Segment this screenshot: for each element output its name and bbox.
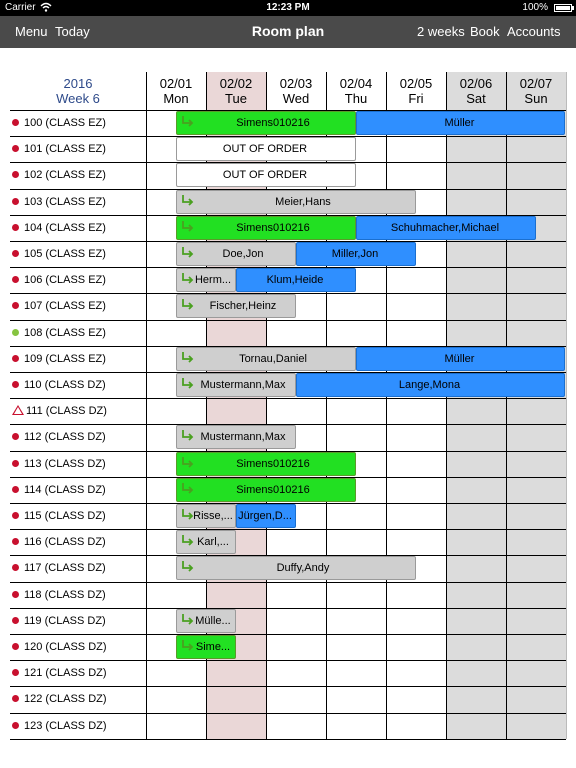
room-status-dot <box>12 198 19 205</box>
room-status-dot <box>12 538 19 545</box>
column-divider <box>566 72 567 739</box>
room-label[interactable] <box>12 555 106 581</box>
booking-guest-name: OUT OF ORDER <box>222 169 308 181</box>
room-label[interactable] <box>12 608 106 634</box>
room-label[interactable] <box>12 189 106 215</box>
booking-bar[interactable] <box>176 163 356 187</box>
room-name: 107 (CLASS EZ) <box>24 300 106 313</box>
room-name: 116 (CLASS DZ) <box>24 536 106 549</box>
room-status-dot <box>12 722 19 729</box>
day-date: 02/06 <box>459 76 493 91</box>
room-name: 121 (CLASS DZ) <box>24 667 107 680</box>
booking-bar[interactable] <box>176 530 236 554</box>
room-label[interactable] <box>12 346 106 372</box>
booking-guest-name: Mülle... <box>195 615 231 627</box>
day-date: 02/01 <box>159 76 193 91</box>
day-header[interactable] <box>446 72 506 110</box>
room-name: 123 (CLASS DZ) <box>24 720 107 733</box>
booking-guest-name: Lange,Mona <box>398 379 461 391</box>
page-title: Room plan <box>251 23 325 39</box>
booking-guest-name: Simens010216 <box>236 458 310 470</box>
room-name: 122 (CLASS DZ) <box>24 693 107 706</box>
room-label[interactable] <box>12 241 106 267</box>
room-status-dot <box>12 329 19 336</box>
booking-guest-name: Miller,Jon <box>331 248 379 260</box>
booking-guest-name: OUT OF ORDER <box>222 143 308 155</box>
booking-guest-name: Müller <box>444 117 475 129</box>
booking-bar[interactable] <box>176 478 356 502</box>
room-label[interactable] <box>12 136 106 162</box>
day-date: 02/03 <box>279 76 313 91</box>
room-name: 118 (CLASS DZ) <box>24 589 106 602</box>
room-status-dot <box>12 355 19 362</box>
day-date: 02/04 <box>339 76 373 91</box>
room-label[interactable] <box>12 398 107 424</box>
booking-guest-name: Meier,Hans <box>275 196 331 208</box>
room-name: 108 (CLASS EZ) <box>24 327 106 340</box>
booking-guest-name: Mustermann,Max <box>200 431 286 443</box>
room-name: 110 (CLASS DZ) <box>24 379 106 392</box>
today-button[interactable]: Today <box>55 24 90 39</box>
column-divider <box>386 72 387 739</box>
room-status-dot <box>12 669 19 676</box>
room-status-dot <box>12 643 19 650</box>
room-name: 112 (CLASS DZ) <box>24 431 106 444</box>
room-name: 115 (CLASS DZ) <box>24 510 106 523</box>
booking-guest-name: Simens010216 <box>236 484 310 496</box>
room-name: 111 (CLASS DZ) <box>26 405 107 418</box>
room-label[interactable] <box>12 686 107 712</box>
room-name: 117 (CLASS DZ) <box>24 562 106 575</box>
week-header[interactable] <box>10 72 146 110</box>
day-weekday: Fri <box>408 91 424 106</box>
booking-guest-name: Klum,Heide <box>266 274 324 286</box>
room-status-dot <box>12 617 19 624</box>
room-label[interactable] <box>12 713 107 739</box>
booking-bar[interactable] <box>176 190 416 214</box>
booking-guest-name: Müller <box>444 353 475 365</box>
room-label[interactable] <box>12 660 107 686</box>
column-divider <box>146 72 147 739</box>
room-status-dot <box>12 171 19 178</box>
room-name: 100 (CLASS EZ) <box>24 117 106 130</box>
room-label[interactable] <box>12 267 106 293</box>
room-status-dot <box>12 433 19 440</box>
room-status-dot <box>12 250 19 257</box>
booking-guest-name: Doe,Jon <box>222 248 264 260</box>
room-name: 119 (CLASS DZ) <box>24 615 106 628</box>
column-divider <box>446 72 447 739</box>
booking-bar[interactable] <box>176 294 296 318</box>
booking-bar[interactable] <box>176 635 236 659</box>
booking-bar[interactable] <box>176 556 416 580</box>
day-weekday: Thu <box>344 91 368 106</box>
battery-icon <box>554 4 572 12</box>
room-status-dot <box>12 695 19 702</box>
warning-icon <box>12 405 24 415</box>
room-label[interactable] <box>12 110 106 136</box>
day-header[interactable] <box>146 72 206 110</box>
room-status-dot <box>12 276 19 283</box>
room-name: 109 (CLASS EZ) <box>24 353 106 366</box>
booking-bar[interactable] <box>296 242 416 266</box>
booking-guest-name: Simens010216 <box>236 222 310 234</box>
room-label[interactable] <box>12 215 106 241</box>
room-name: 102 (CLASS EZ) <box>24 169 106 182</box>
room-label[interactable] <box>12 503 106 529</box>
room-status-dot <box>12 145 19 152</box>
room-status-dot <box>12 512 19 519</box>
room-status-dot <box>12 460 19 467</box>
day-weekday: Tue <box>225 91 247 106</box>
room-status-dot <box>12 591 19 598</box>
battery-percentage: 100% <box>522 2 548 13</box>
status-bar <box>0 0 576 16</box>
room-name: 105 (CLASS EZ) <box>24 248 106 261</box>
day-date: 02/05 <box>399 76 433 91</box>
accounts-button[interactable]: Accounts <box>507 24 561 39</box>
booking-bar[interactable] <box>176 373 296 397</box>
booking-guest-name: Jürgen,D... <box>238 510 292 522</box>
day-weekday: Sun <box>524 91 548 106</box>
booking-bar[interactable] <box>176 268 236 292</box>
room-status-dot <box>12 486 19 493</box>
booking-guest-name: Mustermann,Max <box>200 379 286 391</box>
battery-tip <box>572 6 574 10</box>
room-name: 114 (CLASS DZ) <box>24 484 106 497</box>
day-header[interactable] <box>506 72 566 110</box>
room-status-dot <box>12 381 19 388</box>
room-label[interactable] <box>12 424 106 450</box>
booking-bar[interactable] <box>176 137 356 161</box>
booking-bar[interactable] <box>176 452 356 476</box>
weekend-column <box>506 72 566 739</box>
booking-bar[interactable] <box>176 609 236 633</box>
booking-guest-name: Duffy,Andy <box>276 562 330 574</box>
booking-guest-name: Karl,... <box>197 536 229 548</box>
room-name: 113 (CLASS DZ) <box>24 458 106 471</box>
day-weekday: Mon <box>163 91 189 106</box>
day-weekday: Wed <box>282 91 310 106</box>
room-name: 106 (CLASS EZ) <box>24 274 106 287</box>
booking-guest-name: Tornau,Daniel <box>239 353 307 365</box>
room-plan-grid <box>0 48 576 768</box>
room-label[interactable] <box>12 293 106 319</box>
day-date: 02/02 <box>219 76 253 91</box>
booking-guest-name: Fischer,Heinz <box>209 300 277 312</box>
booking-bar[interactable] <box>356 347 565 371</box>
row-divider <box>10 739 566 740</box>
day-header[interactable] <box>326 72 386 110</box>
room-name: 103 (CLASS EZ) <box>24 196 106 209</box>
weekend-column <box>446 72 506 739</box>
booking-bar[interactable] <box>176 111 356 135</box>
room-status-dot <box>12 302 19 309</box>
room-name: 120 (CLASS DZ) <box>24 641 107 654</box>
carrier-label: Carrier <box>5 2 36 13</box>
booking-bar[interactable] <box>356 111 565 135</box>
booking-bar[interactable] <box>236 268 356 292</box>
booking-guest-name: Risse,... <box>193 510 233 522</box>
room-label[interactable] <box>12 320 106 346</box>
day-header[interactable] <box>206 72 266 110</box>
room-status-dot <box>12 119 19 126</box>
room-status-dot <box>12 564 19 571</box>
menu-button[interactable]: Menu <box>15 24 48 39</box>
booking-guest-name: Sime... <box>195 641 231 653</box>
navigation-bar <box>0 16 576 48</box>
booking-bar[interactable] <box>356 216 536 240</box>
day-header[interactable] <box>386 72 446 110</box>
room-label[interactable] <box>12 529 106 555</box>
column-divider <box>506 72 507 739</box>
room-label[interactable] <box>12 451 106 477</box>
booking-bar[interactable] <box>236 504 296 528</box>
day-header[interactable] <box>266 72 326 110</box>
booking-bar[interactable] <box>176 242 296 266</box>
day-date: 02/07 <box>519 76 553 91</box>
booking-guest-name: Simens010216 <box>236 117 310 129</box>
book-button[interactable]: Book <box>470 24 500 39</box>
booking-bar[interactable] <box>176 216 356 240</box>
room-name: 104 (CLASS EZ) <box>24 222 106 235</box>
booking-guest-name: Schuhmacher,Michael <box>390 222 500 234</box>
week-label: Week 6 <box>56 91 100 106</box>
booking-bar[interactable] <box>176 425 296 449</box>
booking-bar[interactable] <box>176 504 236 528</box>
room-label[interactable] <box>12 634 107 660</box>
room-label[interactable] <box>12 372 106 398</box>
booking-guest-name: Herm... <box>194 274 232 286</box>
clock: 12:23 PM <box>266 2 310 13</box>
room-name: 101 (CLASS EZ) <box>24 143 106 156</box>
room-label[interactable] <box>12 582 106 608</box>
booking-bar[interactable] <box>176 347 356 371</box>
room-label[interactable] <box>12 162 106 188</box>
day-weekday: Sat <box>466 91 486 106</box>
room-label[interactable] <box>12 477 106 503</box>
year-label: 2016 <box>63 76 93 91</box>
room-status-dot <box>12 224 19 231</box>
two-weeks-button[interactable]: 2 weeks <box>417 24 465 39</box>
booking-bar[interactable] <box>296 373 565 397</box>
